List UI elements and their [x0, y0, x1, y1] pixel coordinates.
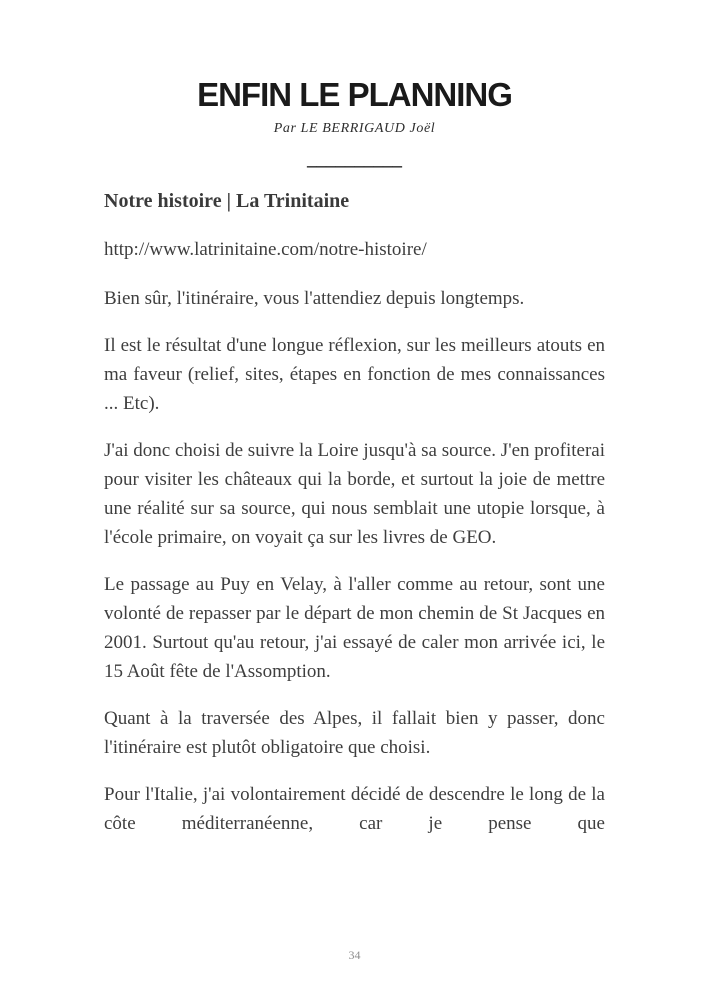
paragraph: Il est le résultat d'une longue réflexion, sur les meilleurs atouts en ma faveur (relief, sites, étapes en fonction de mes connaissances ... Etc).: [104, 335, 605, 414]
section-heading: Notre histoire | La Trinitaine: [104, 190, 350, 212]
page-number: 34: [348, 948, 361, 962]
separator-line: __________: [307, 149, 402, 170]
paragraph: Quant à la traversée des Alpes, il fallait bien y passer, donc l'itinéraire est plutôt obligatoire que choisi.: [104, 708, 605, 758]
paragraph: Bien sûr, l'itinéraire, vous l'attendiez depuis longtemps.: [104, 288, 525, 309]
body-paragraphs: [104, 284, 605, 838]
byline: Par LE BERRIGAUD Joël: [273, 121, 436, 136]
paragraph: Pour l'Italie, j'ai volontairement décidé de descendre le long de la côte méditerranéenne, car je pense que: [104, 784, 605, 834]
paragraph: Le passage au Puy en Velay, à l'aller comme au retour, sont une volonté de repasser par le départ de mon chemin de St Jacques en 2001. Surtout qu'au retour, j'ai essayé de caler mon arrivée ici, le 15 Août fête de l'Assomption.: [104, 574, 605, 682]
paragraph: J'ai donc choisi de suivre la Loire jusqu'à sa source. J'en profiterai pour visiter les châteaux qui la borde, et surtout la joie de mettre une réalité sur sa source, qui nous semblait une utopie lorsque, à l'école primaire, on voyait ça sur les livres de GEO.: [104, 440, 605, 548]
article-url: http://www.latrinitaine.com/notre-histoire/: [104, 239, 427, 260]
page-title: ENFIN LE PLANNING: [197, 76, 512, 113]
